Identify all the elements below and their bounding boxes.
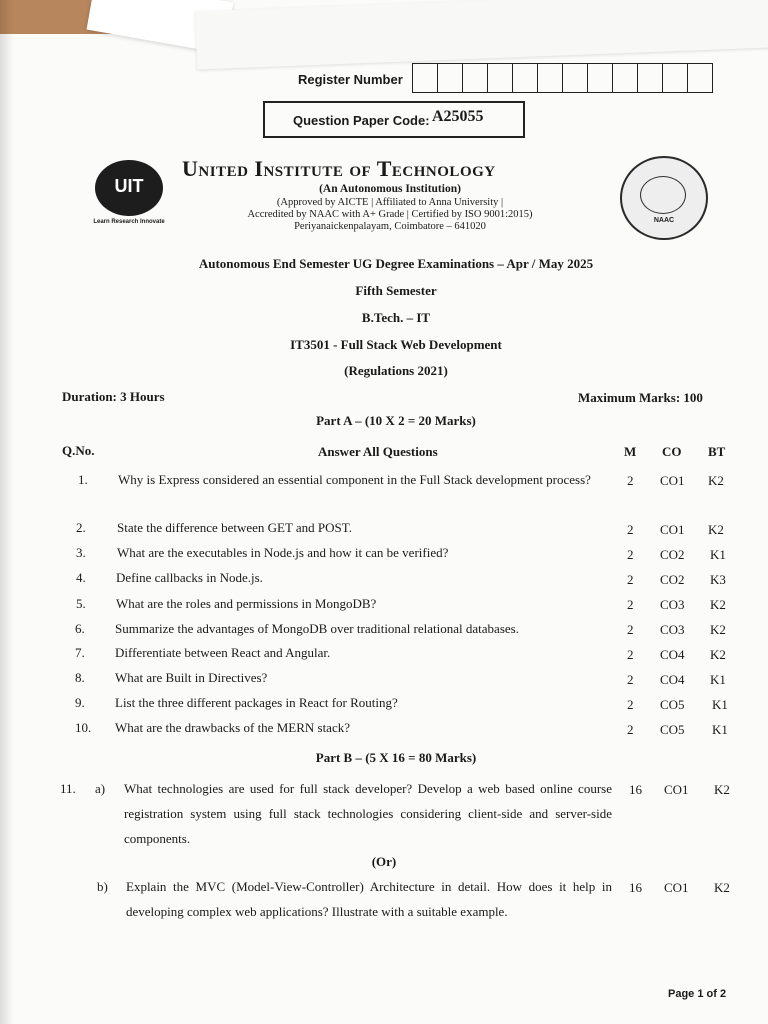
naac-seal-text: NAAC	[653, 217, 675, 224]
question-text: What technologies are used for full stack developer? Develop a web based online course registration system using full stack technologies considering client-side and server-side components.	[124, 781, 612, 846]
institution-name: United Institute of Technology	[182, 156, 496, 181]
question-number: 5.	[76, 596, 86, 611]
question-text: Summarize the advantages of MongoDB over traditional relational databases.	[115, 621, 519, 636]
question-text: Define callbacks in Node.js.	[116, 570, 263, 585]
question-number: 11.	[60, 781, 76, 796]
question-text: State the difference between GET and POST.	[117, 520, 353, 535]
question-bt: K1	[712, 722, 728, 737]
register-digit-box	[538, 64, 563, 92]
col-co-header: CO	[662, 444, 682, 459]
question-text: What are the roles and permissions in MongoDB?	[116, 596, 377, 611]
exam-semester: Fifth Semester	[355, 283, 437, 298]
institution-address: Periyanaickenpalayam, Coimbatore – 641020	[294, 221, 486, 232]
question-co: CO3	[660, 622, 685, 637]
exam-course: IT3501 - Full Stack Web Development	[290, 337, 502, 352]
register-digit-box	[413, 64, 438, 92]
page-number: Page 1 of 2	[668, 988, 727, 1000]
institution-status: (An Autonomous Institution)	[319, 183, 461, 195]
col-marks-header: M	[624, 444, 637, 459]
question-number: 6.	[75, 621, 85, 636]
institute-logo-text: UIT	[114, 176, 144, 196]
question-bt: K2	[708, 473, 724, 488]
question-co: CO1	[664, 782, 689, 797]
naac-seal-inner	[640, 176, 686, 214]
part-b-heading: Part B – (5 X 16 = 80 Marks)	[315, 750, 477, 765]
question-co: CO1	[660, 473, 685, 488]
question-number: 4.	[76, 570, 86, 585]
question-text: List the three different packages in React for Routing?	[115, 695, 398, 710]
question-co: CO2	[660, 572, 685, 587]
exam-duration: Duration: 3 Hours	[62, 389, 165, 404]
question-marks: 16	[629, 782, 642, 797]
question-bt: K1	[712, 697, 728, 712]
question-marks: 2	[627, 647, 634, 662]
question-bt: K2	[710, 622, 726, 637]
question-number: 10.	[75, 720, 92, 735]
question-marks: 2	[627, 672, 634, 687]
question-bt: K2	[710, 647, 726, 662]
question-text: Why is Express considered an essential component in the Full Stack development process?	[118, 472, 591, 487]
question-number: 9.	[75, 695, 85, 710]
question-text: Differentiate between React and Angular.	[115, 645, 331, 660]
exam-regulations: (Regulations 2021)	[344, 363, 448, 378]
question-part-label: a)	[95, 781, 106, 796]
question-number: 2.	[76, 520, 86, 535]
question-marks: 16	[629, 880, 642, 895]
register-digit-box	[488, 64, 513, 92]
question-marks: 2	[627, 722, 634, 737]
question-number: 7.	[75, 645, 85, 660]
question-marks: 2	[627, 622, 634, 637]
register-digit-box	[588, 64, 613, 92]
paper-sheet-edge	[195, 0, 768, 69]
question-bt: K2	[708, 522, 724, 537]
col-instruction-header: Answer All Questions	[318, 444, 438, 459]
question-bt: K1	[710, 672, 726, 687]
register-digit-box	[613, 64, 638, 92]
register-digit-box	[688, 64, 712, 92]
col-bt-header: BT	[708, 444, 726, 459]
question-bt: K3	[710, 572, 726, 587]
question-co: CO2	[660, 547, 685, 562]
institution-accreditation: Accredited by NAAC with A+ Grade | Certified by ISO 9001:2015)	[247, 209, 533, 220]
question-marks: 2	[627, 547, 634, 562]
register-digit-box	[638, 64, 663, 92]
question-bt: K2	[714, 782, 730, 797]
question-number: 3.	[76, 545, 86, 560]
question-marks: 2	[627, 473, 634, 488]
question-text: What are the executables in Node.js and how it can be verified?	[117, 545, 449, 560]
question-number: 1.	[78, 472, 88, 487]
question-co: CO5	[660, 722, 685, 737]
register-number-label: Register Number	[298, 72, 403, 87]
part-a-heading: Part A – (10 X 2 = 20 Marks)	[316, 413, 476, 428]
question-co: CO3	[660, 597, 685, 612]
exam-max-marks: Maximum Marks: 100	[578, 390, 703, 405]
question-paper-code: A25055	[432, 108, 484, 125]
institute-logo-tagline: Learn Research Innovate	[93, 219, 165, 225]
question-co: CO1	[664, 880, 689, 895]
question-co: CO4	[660, 672, 685, 687]
question-marks: 2	[627, 522, 634, 537]
question-number: 8.	[75, 670, 85, 685]
register-digit-box	[663, 64, 688, 92]
register-digit-box	[463, 64, 488, 92]
register-number-boxes	[412, 63, 713, 93]
institution-approval: (Approved by AICTE | Affiliated to Anna University |	[276, 197, 504, 208]
question-text: What are Built in Directives?	[115, 670, 268, 685]
question-co: CO5	[660, 697, 685, 712]
question-bt: K2	[710, 597, 726, 612]
exam-title: Autonomous End Semester UG Degree Examinations – Apr / May 2025	[198, 256, 594, 271]
page-shadow	[0, 0, 14, 1024]
question-co: CO1	[660, 522, 685, 537]
question-marks: 2	[627, 697, 634, 712]
col-qno-header: Q.No.	[62, 443, 95, 458]
question-part-label: b)	[97, 879, 108, 894]
exam-programme: B.Tech. – IT	[361, 310, 431, 325]
question-marks: 2	[627, 572, 634, 587]
question-bt: K1	[710, 547, 726, 562]
register-digit-box	[438, 64, 463, 92]
or-separator: (Or)	[371, 854, 397, 869]
register-digit-box	[513, 64, 538, 92]
question-marks: 2	[627, 597, 634, 612]
question-text: What are the drawbacks of the MERN stack?	[115, 720, 350, 735]
question-text: Explain the MVC (Model-View-Controller) Architecture in detail. How does it help in developing complex web applications? Illustrate with a suitable example.	[126, 879, 612, 919]
question-paper-code-label: Question Paper Code:	[293, 113, 430, 128]
question-bt: K2	[714, 880, 730, 895]
register-digit-box	[563, 64, 588, 92]
question-co: CO4	[660, 647, 685, 662]
